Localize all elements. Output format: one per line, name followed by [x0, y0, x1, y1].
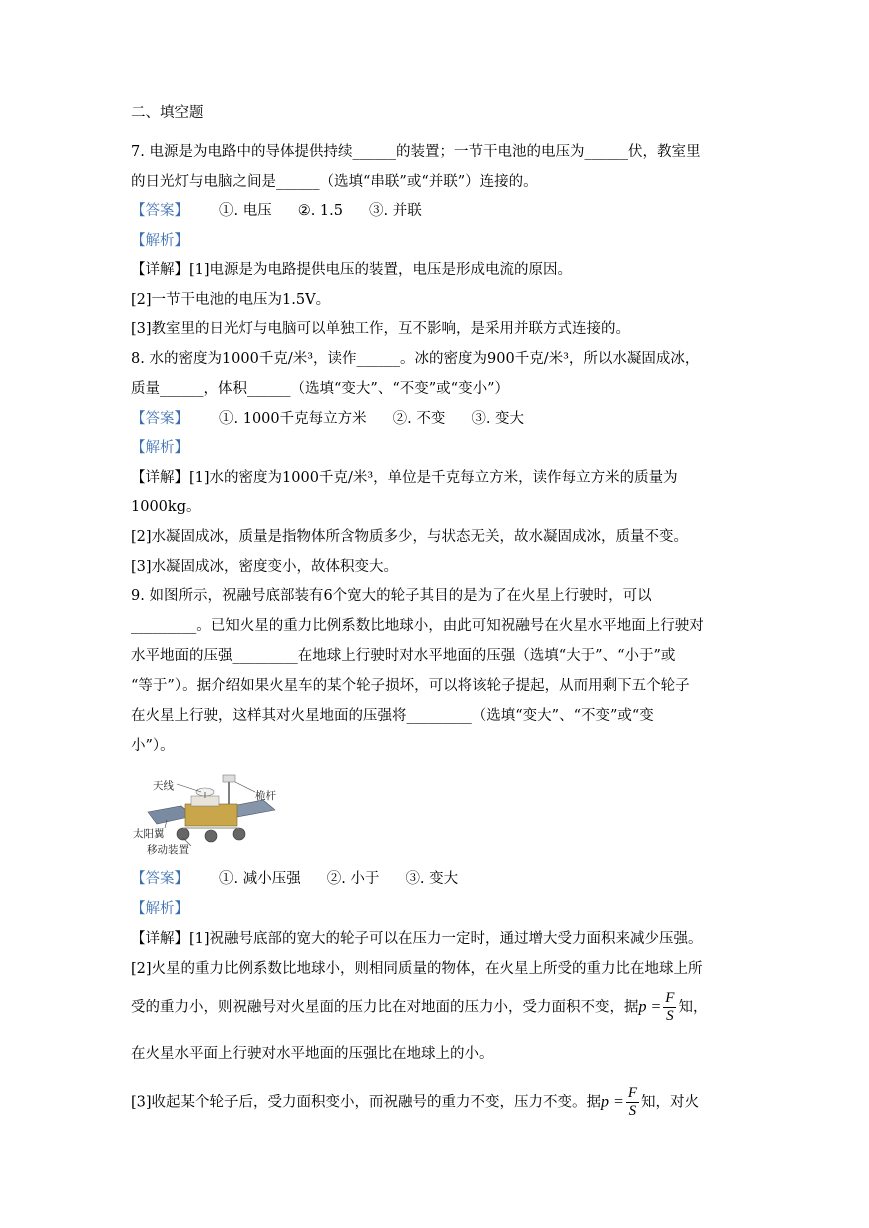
- analysis-tag: 【解析】: [131, 233, 189, 249]
- detail-text: 知，对火: [641, 1094, 700, 1111]
- q8-detail-1b: 1000kg。: [131, 499, 201, 515]
- q9-line-4: “等于”）。据介绍如果火星车的某个轮子损坏，可以将该轮子提起，从而用剩下五个轮子: [131, 678, 690, 694]
- q8-line-2: 质量______，体积______（选填“变大”、“不变”或“变小”）: [131, 381, 509, 397]
- section-title: 二、填空题: [131, 105, 204, 121]
- formula-denominator: S: [666, 1008, 674, 1024]
- formula-lhs: p =: [638, 998, 662, 1016]
- q9-line-1: 9. 如图所示，祝融号底部装有6个宽大的轮子其目的是为了在火星上行驶时，可以: [131, 588, 652, 604]
- answer-1: ①. 电压: [219, 203, 272, 219]
- q7-answer-row: [131, 201, 422, 221]
- analysis-tag: 【解析】: [131, 901, 189, 917]
- q9-answer-row: [131, 869, 458, 889]
- q8-detail-2: [2]水凝固成冰，质量是指物体所含物质多少，与状态无关，故水凝固成冰，质量不变。: [131, 529, 689, 545]
- q7-line-2: 的日光灯与电脑之间是______（选填“串联”或“并联”）连接的。: [131, 174, 538, 190]
- label-mobility: 移动装置: [147, 844, 189, 856]
- formula-fraction: [626, 1085, 639, 1120]
- answer-3: ③. 变大: [471, 411, 525, 427]
- q8-answer-row: [131, 409, 524, 429]
- formula-numerator: F: [627, 1085, 638, 1101]
- q9-detail-3: [131, 1085, 699, 1120]
- detail-text: [3]收起某个轮子后，受力面积变小，而祝融号的重力不变，压力不变。据: [131, 1094, 602, 1111]
- formula-lhs: p =: [601, 1093, 624, 1111]
- answer-tag: 【答案】: [131, 411, 189, 427]
- answer-tag: 【答案】: [131, 871, 189, 887]
- q9-line-2: _________。已知火星的重力比例系数比地球小，由此可知祝融号在火星水平地面上行驶对: [131, 618, 704, 634]
- q9-line-3: 水平地面的压强_________在地球上行驶时对水平地面的压强（选填“大于”、“小于”或: [131, 648, 676, 664]
- q9-detail-2c: 在火星水平面上行驶对水平地面的压强比在地球上的小。: [131, 1046, 494, 1062]
- q7-detail-3: [3]教室里的日光灯与电脑可以单独工作，互不影响，是采用并联方式连接的。: [131, 321, 631, 337]
- q9-line-6: 小”）。: [131, 738, 175, 754]
- q9-detail-2a: [2]火星的重力比例系数比地球小，则相同质量的物体，在火星上所受的重力比在地球上所: [131, 961, 703, 977]
- analysis-tag: 【解析】: [131, 440, 189, 456]
- q9-detail-2b: [131, 990, 707, 1025]
- q8-detail-1a: 【详解】[1]水的密度为1000千克/米³，单位是千克每立方米，读作每立方米的质量为: [131, 470, 678, 486]
- mars-rover-figure: [133, 770, 286, 856]
- answer-2: ②. 小于: [326, 871, 380, 887]
- q8-detail-3: [3]水凝固成冰，密度变小，故体积变大。: [131, 559, 399, 575]
- q7-detail-2: [2]一节干电池的电压为1.5V。: [131, 292, 331, 308]
- label-solar-wing: 太阳翼: [133, 828, 165, 840]
- q7-detail-1: 【详解】[1]电源是为电路提供电压的装置，电压是形成电流的原因。: [131, 262, 573, 278]
- q8-line-1: 8. 水的密度为1000千克/米³，读作______。冰的密度为900千克/米³，所以水凝固成冰，: [131, 351, 700, 367]
- formula-denominator: S: [628, 1103, 637, 1119]
- label-antenna: 天线: [153, 780, 174, 792]
- q7-line-1: 7. 电源是为电路中的导体提供持续______的装置；一节干电池的电压为______伏，教室里: [131, 144, 701, 160]
- answer-3: ③. 变大: [405, 871, 459, 887]
- answer-1: ①. 1000千克每立方米: [219, 411, 367, 427]
- formula-fraction: [663, 990, 676, 1025]
- detail-text: 知，: [678, 999, 708, 1016]
- detail-text: 受的重力小，则祝融号对火星面的压力比在对地面的压力小，受力面积不变，据: [131, 999, 639, 1016]
- q9-detail-1: 【详解】[1]祝融号底部的宽大的轮子可以在压力一定时，通过增大受力面积来减少压强。: [131, 931, 703, 947]
- answer-3: ③. 并联: [369, 203, 422, 219]
- formula-numerator: F: [665, 990, 675, 1006]
- q9-line-5: 在火星上行驶，这样其对火星地面的压强将_________（选填“变大”、“不变”或“变: [131, 708, 654, 724]
- answer-2: ②. 不变: [392, 411, 446, 427]
- answer-tag: 【答案】: [131, 203, 189, 219]
- answer-2: ②. 1.5: [297, 203, 343, 219]
- label-mast: 桅杆: [255, 790, 276, 802]
- answer-1: ①. 减小压强: [219, 871, 301, 887]
